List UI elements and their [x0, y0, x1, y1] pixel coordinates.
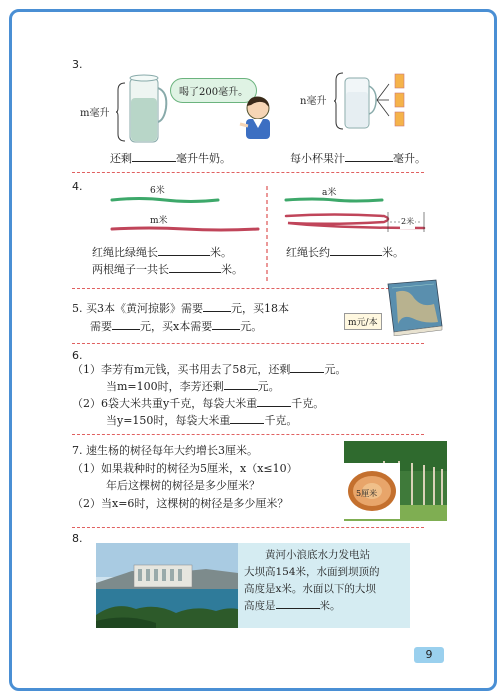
q7-part1: （1）如果栽种时的树径为5厘米，x（x≤10）: [72, 462, 298, 475]
green-rope: [110, 196, 220, 204]
q4-right-top-label: a米: [322, 188, 337, 198]
q5-line1: 5. 买3本《黄河掠影》需要 元，买18本: [72, 302, 289, 315]
green-rope-right: [284, 196, 384, 204]
poplar-forest-photo: [344, 441, 447, 521]
q8-caption-box: [238, 543, 410, 628]
q4-right-blank[interactable]: [330, 245, 382, 256]
q6-blank2[interactable]: [224, 379, 258, 390]
q6-blank3[interactable]: [257, 396, 291, 407]
q4-divider: [265, 186, 269, 282]
q6-number: 6.: [72, 349, 83, 362]
q4-left-blank2[interactable]: [169, 262, 221, 273]
q5-price-tag: m元/本: [344, 313, 382, 330]
q4-green-label: 6米: [150, 186, 165, 196]
q4-left-line2: 两根绳子一共长 米。: [92, 263, 243, 276]
separator-q7-q8: [72, 527, 424, 528]
separator-q3-q4: [72, 172, 424, 173]
q6-part2-sub: 当y=150时，每袋大米重 千克。: [106, 414, 298, 427]
q3-right-blank[interactable]: [345, 151, 393, 162]
q6-part2: （2）6袋大米共重y千克，每袋大米重 千克。: [72, 397, 325, 410]
q3-right-answer-line: 每小杯果汁 毫升。: [290, 152, 426, 165]
juice-jug-and-cups-icon: [343, 72, 413, 132]
q4-right-extra-label: 2米: [400, 215, 415, 229]
q4-left-blank1[interactable]: [158, 245, 210, 256]
separator-q5-q6: [72, 343, 424, 344]
q3-left-blank[interactable]: [132, 151, 176, 162]
q6-part1-sub: 当m=100时，李芳还剩 元。: [106, 380, 280, 393]
q8-line4: 高度是 米。: [244, 600, 341, 612]
q5-blank1[interactable]: [203, 301, 231, 312]
q3-number: 3.: [72, 58, 83, 71]
q8-blank[interactable]: [276, 598, 320, 609]
q8-number: 8.: [72, 532, 83, 545]
q4-right-answer-line: 红绳长约 米。: [286, 246, 404, 259]
xiaolangdi-dam-photo: [96, 543, 238, 628]
q7-trunk-label: 5厘米: [356, 489, 378, 498]
q5-blank2[interactable]: [112, 319, 140, 330]
q7-part1-cont: 年后这棵树的树径是多少厘米？: [106, 479, 260, 492]
q8-line3: 高度是x米。水面以下的大坝: [244, 583, 376, 595]
q8-line1: 黄河小浪底水力发电站: [265, 549, 370, 561]
q6-part1: （1）李芳有m元钱，买书用去了58元，还剩 元。: [72, 363, 347, 376]
q6-blank1[interactable]: [290, 362, 324, 373]
q7-part2: （2）当x=6时，这棵树的树径是多少厘米？: [72, 497, 289, 510]
q4-left-line1: 红绳比绿绳长 米。: [92, 246, 232, 259]
q4-red-label: m米: [150, 216, 168, 226]
q3-left-answer-line: 还剩 毫升牛奶。: [110, 152, 231, 165]
q3-right-label: n毫升: [300, 96, 327, 107]
page-number: 9: [414, 647, 444, 663]
book-icon: [384, 278, 446, 336]
q7-line1: 7. 速生杨的树径每年大约增长3厘米。: [72, 444, 258, 457]
milk-jug-icon: [122, 70, 170, 144]
red-rope: [110, 225, 260, 233]
separator-q6-q7: [72, 434, 424, 435]
q3-left-label: m毫升: [80, 108, 110, 119]
q6-blank4[interactable]: [230, 413, 264, 424]
boy-character-icon: [236, 94, 276, 140]
q4-number: 4.: [72, 180, 83, 193]
q5-blank3[interactable]: [212, 319, 240, 330]
q5-line2: 需要 元，买x本需要 元。: [90, 320, 263, 333]
q3-speech-bubble: 喝了200毫升。: [170, 78, 257, 103]
q8-line2: 大坝高154米，水面到坝顶的: [244, 566, 380, 578]
separator-q4-q5: [72, 288, 424, 289]
